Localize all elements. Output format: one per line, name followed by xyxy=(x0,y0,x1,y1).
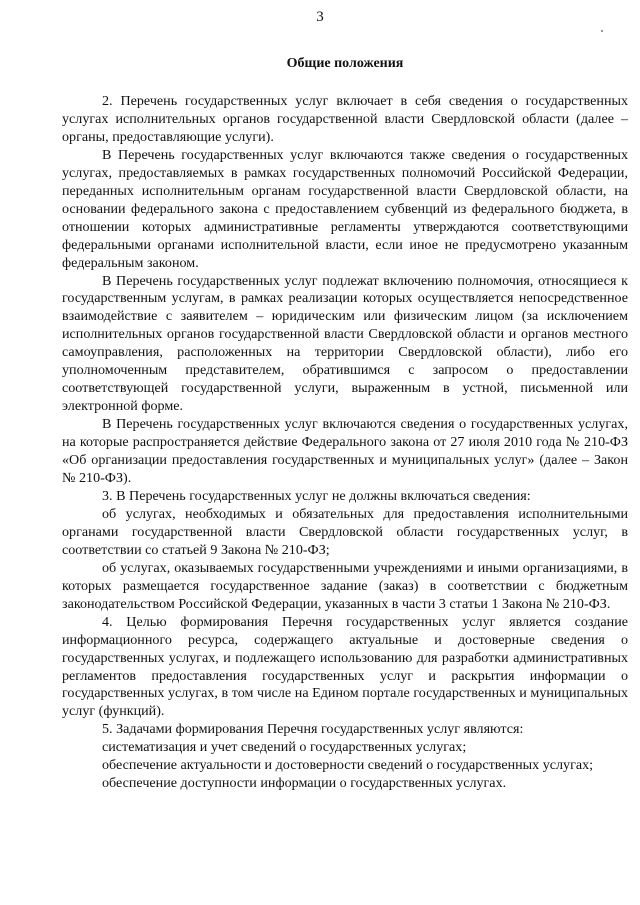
paragraph-5-item-1: систематизация и учет сведений о государственных услугах; xyxy=(102,739,467,756)
paragraph-2-federal-powers: В Перечень государственных услуг включаются также сведения о государственных услугах, предоставляемых в рамках государственных полномочий Российской Федерации, переданных исполнительным органам государственной власти Свердловской области, на основании федерального закона с предоставлением субвенций из федерального бюджета, в отношении которых административные регламенты утверждаются соответствующими федеральными органами исполнительной власти, если иное не предусмотрено указанным федеральным законом. xyxy=(62,146,628,271)
paragraph-5-item-2: обеспечение актуальности и достоверности сведений о государственных услугах; xyxy=(102,757,594,774)
paragraph-3-item-1: об услугах, необходимых и обязательных для предоставления исполнительными органами государственной власти Свердловской области государственных услуг, в соответствии со статьей 9 Закона № 210-ФЗ; xyxy=(62,505,628,558)
scan-dot-mark xyxy=(601,30,603,32)
paragraph-2: 2. Перечень государственных услуг включает в себя сведения о государственных услугах исполнительных органов государственной власти Свердловской области (далее – органы, предоставляющие услуги). xyxy=(62,93,628,145)
paragraph-2-law-210: В Перечень государственных услуг включаются сведения о государственных услугах, на которые распространяется действие Федерального закона от 27 июля 2010 года № 210-ФЗ «Об организации предоставления государственных и муниципальных услуг» (далее – Закон № 210-ФЗ). xyxy=(62,416,628,487)
paragraph-2-direct-interaction: В Перечень государственных услуг подлежат включению полномочия, относящиеся к государственным услугам, в рамках реализации которых осуществляется непосредственное взаимодействие с заявителем – юридическим или физическим лицом (за исключением исполнительных органов государственной власти Свердловской области и органов местного самоуправления, расположенных на территории Свердловской области), либо его уполномоченным представителем, обратившимся с запросом о предоставлении соответствующей государственной услуги, выраженным в устной, письменной или электронной форме. xyxy=(62,272,628,415)
paragraph-5-item-3: обеспечение доступности информации о государственных услугах. xyxy=(102,775,507,792)
document-body xyxy=(62,93,628,793)
paragraph-5: 5. Задачами формирования Перечня государственных услуг являются: xyxy=(102,721,524,738)
paragraph-3-item-2: об услугах, оказываемых государственными учреждениями и иными организациями, в которых размещается государственное задание (заказ) в соответствии с бюджетным законодательством Российской Федерации, указанных в части 3 статьи 1 Закона № 210-ФЗ. xyxy=(62,559,628,612)
paragraph-4: 4. Целью формирования Перечня государственных услуг является создание информационного ресурса, содержащего актуальные и достоверные сведения о государственных услугах, и подлежащего использованию для разработки административных регламентов предоставления государственных услуг и раскрытия информации о государственных услугах, в том числе на Едином портале государственных и муниципальных услуг (функций). xyxy=(62,613,628,720)
section-heading: Общие положения xyxy=(286,56,404,71)
page-number: 3 xyxy=(316,9,324,25)
paragraph-3: 3. В Перечень государственных услуг не должны включаться сведения: xyxy=(102,487,531,504)
